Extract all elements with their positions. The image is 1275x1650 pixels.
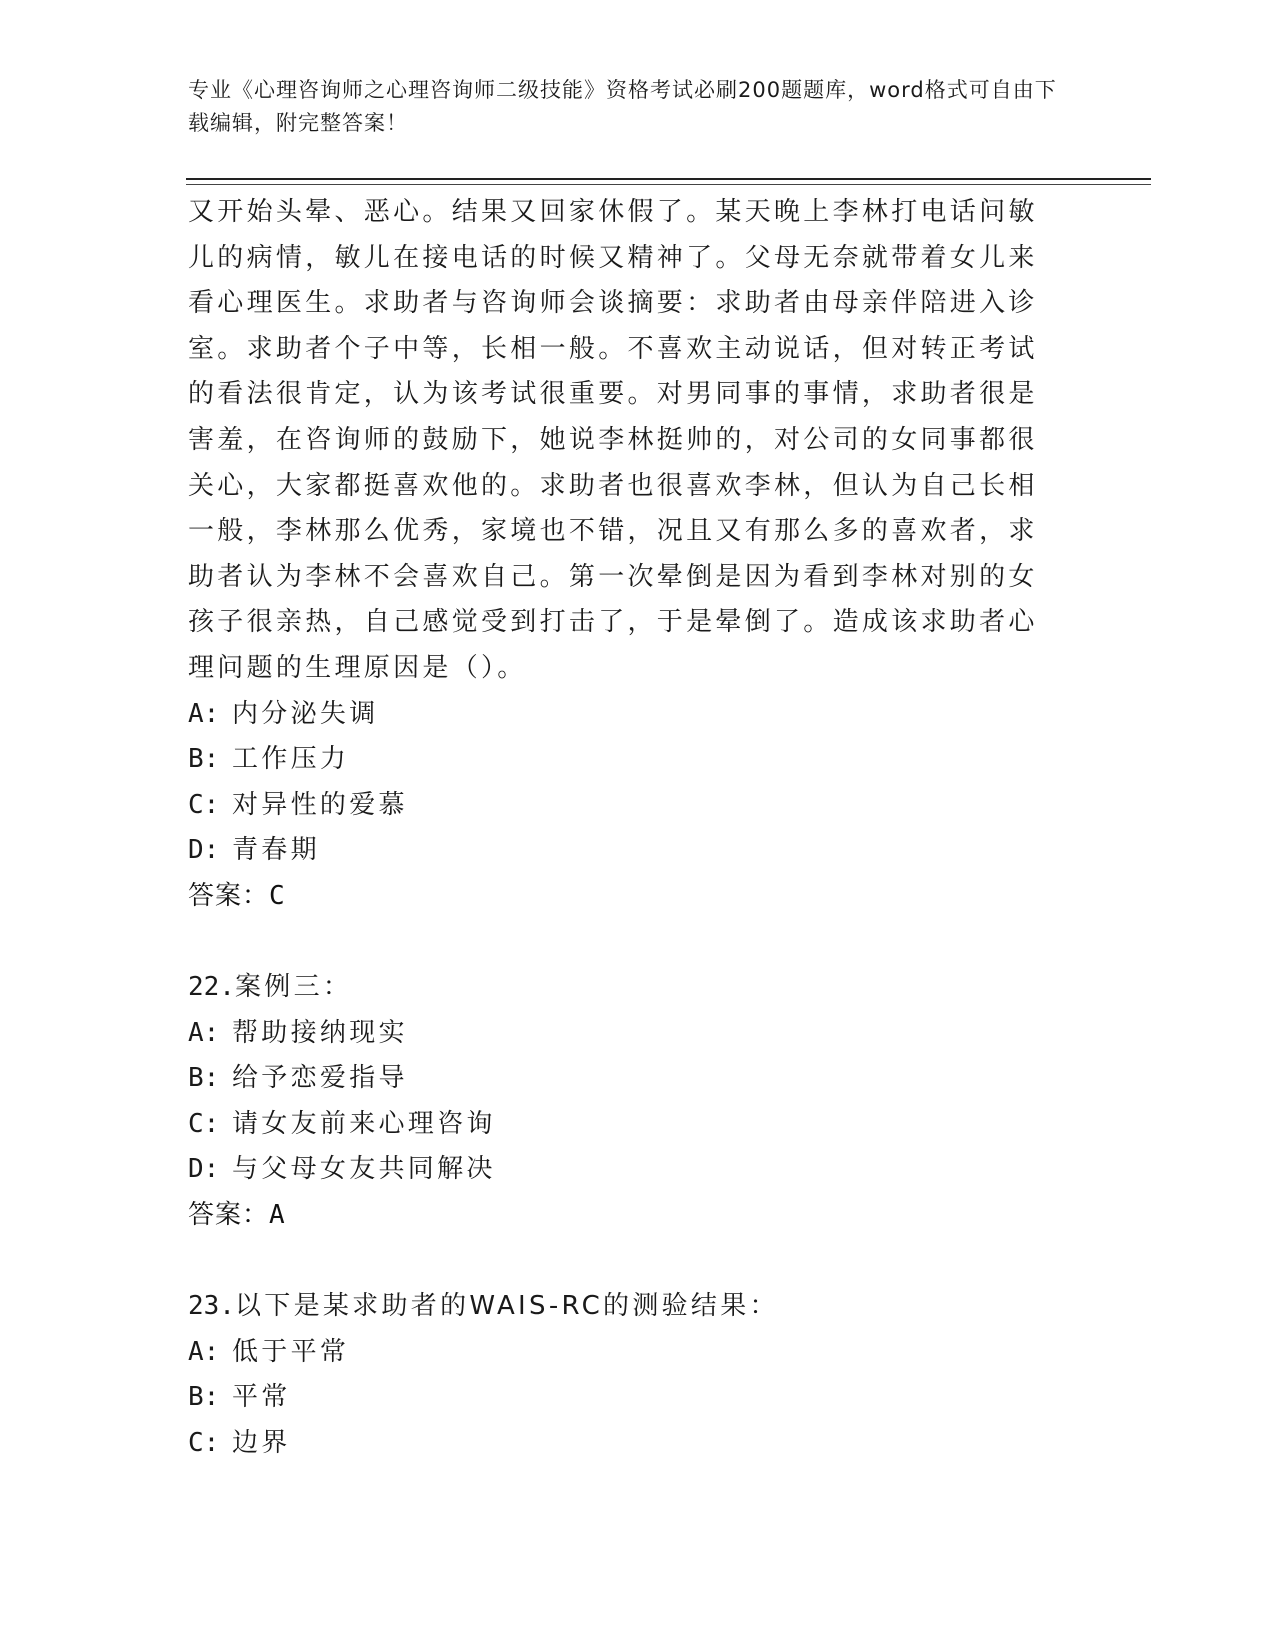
question-21-options xyxy=(188,692,1058,874)
spacer xyxy=(188,1239,1058,1285)
option-a xyxy=(188,692,1058,738)
option-b xyxy=(188,1056,1058,1102)
option-letter: B: xyxy=(188,1382,220,1413)
question-21-text: 又开始头晕、恶心。结果又回家休假了。某天晚上李林打电话问敏儿的病情，敏儿在接电话的时候又精神了。父母无奈就带着女儿来看心理医生。求助者与咨询师会谈摘要：求助者由母亲伴陪进入诊室。求助者个子中等，长相一般。不喜欢主动说话，但对转正考试的看法很肯定，认为该考试很重要。对男同事的事情，求助者很是害羞，在咨询师的鼓励下，她说李林挺帅的，对公司的女同事都很关心，大家都挺喜欢他的。求助者也很喜欢李林，但认为自己长相一般，李林那么优秀，家境也不错，况且又有那么多的喜欢者，求助者认为李林不会喜欢自己。第一次晕倒是因为看到李林对别的女孩子很亲热，自己感觉受到打击了，于是晕倒了。造成该求助者心理问题的生理原因是（）。 xyxy=(188,197,1038,683)
option-a xyxy=(188,1011,1058,1057)
option-text: 工作压力 xyxy=(232,744,350,775)
option-text: 青春期 xyxy=(232,835,320,866)
question-number: 22. xyxy=(188,972,235,1003)
question-title: 案例三： xyxy=(234,972,353,1003)
option-letter: A: xyxy=(188,698,220,729)
spacer xyxy=(188,920,1058,966)
option-text: 给予恋爱指导 xyxy=(232,1063,408,1094)
answer-label: 答案： xyxy=(188,880,270,911)
answer-value: C xyxy=(269,880,286,911)
option-text: 帮助接纳现实 xyxy=(232,1017,408,1048)
header-divider-thick xyxy=(186,178,1151,180)
option-text: 对异性的爱慕 xyxy=(232,789,408,820)
option-d xyxy=(188,828,1058,874)
option-text: 请女友前来心理咨询 xyxy=(232,1108,496,1139)
option-b xyxy=(188,737,1058,783)
option-a xyxy=(188,1330,1058,1376)
answer-label: 答案： xyxy=(188,1200,270,1231)
question-22-answer xyxy=(188,1193,1058,1239)
option-d xyxy=(188,1147,1058,1193)
option-letter: A: xyxy=(188,1017,220,1048)
option-c xyxy=(188,1421,1058,1467)
option-letter: A: xyxy=(188,1336,220,1367)
document-body xyxy=(188,190,1058,1467)
option-text: 内分泌失调 xyxy=(232,698,379,729)
option-c xyxy=(188,1102,1058,1148)
option-letter: D: xyxy=(188,835,220,866)
option-b xyxy=(188,1375,1058,1421)
option-letter: C: xyxy=(188,1428,220,1459)
option-letter: B: xyxy=(188,1063,220,1094)
option-letter: B: xyxy=(188,744,220,775)
option-letter: C: xyxy=(188,1108,220,1139)
question-23-options xyxy=(188,1330,1058,1467)
option-text: 边界 xyxy=(232,1428,291,1459)
option-letter: C: xyxy=(188,789,220,820)
question-23-title xyxy=(188,1284,1058,1330)
question-22-title xyxy=(188,965,1058,1011)
question-21-answer xyxy=(188,874,1058,920)
answer-value: A xyxy=(269,1200,286,1231)
header-divider-thin xyxy=(186,184,1151,185)
option-text: 平常 xyxy=(232,1382,291,1413)
question-22-options xyxy=(188,1011,1058,1193)
option-text: 与父母女友共同解决 xyxy=(232,1154,496,1185)
page-header: 专业《心理咨询师之心理咨询师二级技能》资格考试必刷200题题库，word格式可自由下载编辑，附完整答案！ xyxy=(188,78,1057,135)
option-c xyxy=(188,783,1058,829)
question-title: 以下是某求助者的WAIS-RC的测验结果： xyxy=(234,1291,779,1322)
option-text: 低于平常 xyxy=(232,1336,350,1367)
question-number: 23. xyxy=(188,1291,235,1322)
option-letter: D: xyxy=(188,1154,220,1185)
